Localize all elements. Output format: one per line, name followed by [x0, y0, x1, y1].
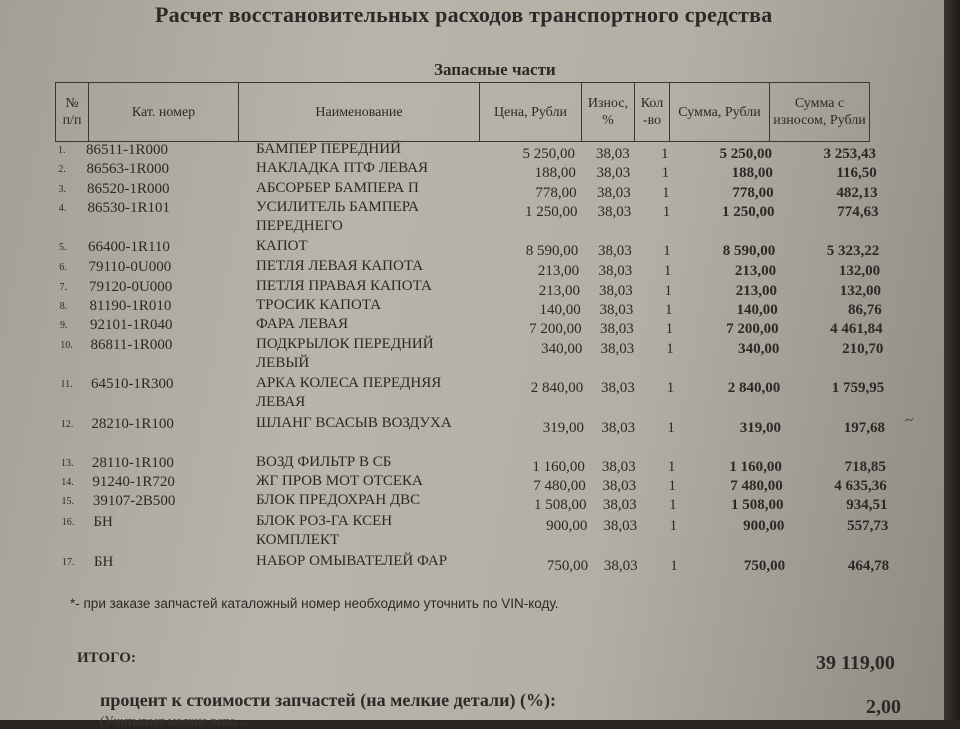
- percent-value: 2,00: [866, 696, 901, 718]
- row-sum: 188,00: [731, 165, 773, 182]
- row-catalog-number: 86563-1R000: [86, 161, 169, 178]
- row-name: КАПОТ: [256, 237, 308, 254]
- row-wear: 38,03: [600, 379, 635, 396]
- row-name: ПЕТЛЯ ЛЕВАЯ КАПОТА: [256, 257, 424, 274]
- section-title: Запасные части: [434, 60, 556, 79]
- row-price: 7 480,00: [533, 477, 586, 494]
- row-price: 1 508,00: [534, 497, 587, 514]
- row-sum: 213,00: [735, 282, 777, 299]
- row-wear: 38,03: [602, 497, 637, 514]
- row-catalog-number: 81190-1R010: [89, 298, 172, 315]
- row-name: НАБОР ОМЫВАТЕЛЕЙ ФАР: [256, 553, 448, 570]
- row-catalog-number: 86811-1R000: [90, 337, 173, 354]
- row-catalog-number: 79110-0U000: [88, 258, 172, 275]
- row-price: 340,00: [541, 341, 583, 358]
- row-qty: 1: [667, 419, 675, 436]
- row-wear: 38,03: [599, 321, 634, 338]
- row-name: ЖГ ПРОВ МОТ ОТСЕКА: [256, 472, 423, 489]
- row-price: 1 250,00: [524, 204, 578, 221]
- row-price: 5 250,00: [522, 146, 575, 162]
- row-catalog-number: БН: [93, 554, 114, 571]
- row-name: ПОДКРЫЛОК ПЕРЕДНИЙ ЛЕВЫЙ: [256, 336, 434, 372]
- row-number: 2.: [58, 164, 66, 176]
- row-price: 319,00: [542, 419, 585, 436]
- row-qty: 1: [663, 262, 672, 279]
- row-wear: 38,03: [598, 282, 633, 299]
- row-name: АРКА КОЛЕСА ПЕРЕДНЯЯ ЛЕВАЯ: [256, 374, 442, 410]
- percent-subnote: (Учитывает мелкие вспо...: [100, 713, 246, 728]
- row-price: 1 160,00: [532, 458, 585, 475]
- row-wear: 38,03: [602, 477, 637, 494]
- row-catalog-number: 79120-0U000: [88, 278, 173, 295]
- row-number: 6.: [59, 261, 67, 273]
- row-catalog-number: 92101-1R040: [89, 317, 173, 334]
- row-qty: 1: [669, 497, 677, 514]
- row-name: ВОЗД ФИЛЬТР В СБ: [256, 453, 392, 470]
- row-name: УСИЛИТЕЛЬ БАМПЕРА ПЕРЕДНЕГО: [256, 199, 419, 235]
- total-value: 39 119,00: [816, 652, 895, 674]
- row-number: 15.: [61, 496, 74, 508]
- row-catalog-number: 91240-1R720: [92, 473, 175, 490]
- row-sum-wear: 464,78: [847, 558, 890, 575]
- row-catalog-number: БН: [93, 514, 113, 531]
- row-sum: 2 840,00: [727, 379, 781, 396]
- row-qty: 1: [667, 458, 676, 475]
- row-sum: 750,00: [743, 558, 786, 575]
- row-price: 7 200,00: [529, 321, 582, 338]
- row-wear: 38,03: [596, 185, 631, 202]
- row-wear: 38,03: [600, 341, 635, 358]
- row-wear: 38,03: [601, 458, 636, 475]
- row-sum: 778,00: [732, 185, 774, 202]
- row-qty: 1: [666, 341, 674, 358]
- col-header-num: № п/п: [56, 83, 89, 142]
- col-header-wear: Износ, %: [582, 83, 635, 142]
- footnote: *- при заказе запчастей каталожный номер необходимо уточнить по VIN-коду.: [70, 596, 559, 611]
- row-number: 10.: [60, 340, 73, 352]
- row-wear: 38,03: [603, 558, 638, 575]
- row-catalog-number: 86511-1R000: [86, 142, 168, 158]
- row-sum-wear: 86,76: [848, 302, 882, 319]
- row-catalog-number: 28210-1R100: [91, 415, 174, 432]
- row-catalog-number: 86530-1R101: [87, 200, 170, 217]
- row-wear: 38,03: [599, 302, 634, 319]
- row-sum: 319,00: [739, 419, 782, 436]
- row-sum-wear: 718,85: [844, 458, 886, 475]
- row-price: 213,00: [538, 282, 580, 299]
- row-number: 13.: [60, 457, 74, 469]
- row-price: 2 840,00: [530, 379, 584, 396]
- row-qty: 1: [662, 204, 671, 221]
- row-price: 213,00: [537, 262, 580, 279]
- row-name: АБСОРБЕР БАМПЕРА П: [256, 180, 419, 197]
- row-sum: 140,00: [736, 302, 778, 319]
- row-sum-wear: 3 253,43: [823, 146, 876, 162]
- row-sum-wear: 1 759,95: [831, 379, 885, 396]
- row-catalog-number: 39107-2B500: [92, 493, 176, 510]
- row-qty: 1: [669, 518, 678, 535]
- row-catalog-number: 86520-1R000: [86, 181, 170, 198]
- row-sum: 340,00: [738, 341, 780, 358]
- percent-label: процент к стоимости запчастей (на мелкие детали) (%):: [100, 690, 556, 710]
- row-sum: 5 250,00: [719, 146, 772, 162]
- row-qty: 1: [670, 558, 678, 575]
- row-number: 11.: [60, 378, 73, 390]
- row-wear: 38,03: [597, 242, 632, 259]
- row-wear: 38,03: [596, 146, 630, 162]
- row-sum: 7 480,00: [730, 477, 783, 494]
- row-price: 750,00: [546, 558, 589, 575]
- row-catalog-number: 66400-1R110: [87, 238, 170, 255]
- row-qty: 1: [668, 477, 676, 494]
- row-sum: 1 250,00: [721, 204, 775, 221]
- row-name: ТРОСИК КАПОТА: [256, 297, 382, 314]
- row-sum: 7 200,00: [726, 321, 779, 338]
- row-qty: 1: [661, 165, 670, 182]
- row-sum-wear: 197,68: [843, 419, 886, 436]
- row-sum: 1 160,00: [729, 458, 782, 475]
- row-wear: 38,03: [596, 165, 631, 182]
- row-name: БЛОК ПРЕДОХРАН ДВС: [256, 492, 421, 509]
- row-sum-wear: 5 323,22: [826, 242, 880, 259]
- row-name: ШЛАНГ ВСАСЫВ ВОЗДУХА: [256, 414, 452, 431]
- row-price: 140,00: [539, 302, 581, 319]
- row-number: 5.: [58, 241, 67, 253]
- row-sum-wear: 132,00: [839, 282, 881, 299]
- row-number: 12.: [60, 418, 74, 430]
- row-qty: 1: [665, 321, 674, 338]
- col-header-qty: Кол -во: [635, 83, 670, 142]
- row-number: 9.: [59, 320, 68, 332]
- col-header-sum: Сумма, Рубли: [670, 83, 770, 142]
- row-catalog-number: 64510-1R300: [90, 375, 174, 392]
- row-sum-wear: 557,73: [847, 518, 889, 535]
- row-wear: 38,03: [603, 518, 638, 535]
- row-number: 8.: [59, 301, 68, 313]
- handwritten-mark-icon: ~: [903, 411, 915, 430]
- row-sum: 900,00: [743, 518, 785, 535]
- row-price: 900,00: [546, 518, 588, 535]
- document-title: Расчет восстановительных расходов транспортного средства: [155, 2, 773, 27]
- row-qty: 1: [662, 185, 670, 202]
- page-edge: [944, 0, 960, 720]
- col-header-name: Наименование: [239, 83, 480, 142]
- row-sum: 213,00: [734, 262, 777, 279]
- row-wear: 38,03: [598, 262, 633, 279]
- row-sum: 1 508,00: [731, 497, 784, 514]
- row-price: 188,00: [534, 165, 576, 182]
- row-sum-wear: 116,50: [836, 165, 877, 182]
- row-wear: 38,03: [601, 419, 636, 436]
- row-sum-wear: 210,70: [842, 341, 884, 358]
- col-header-price: Цена, Рубли: [480, 83, 582, 142]
- row-number: 3.: [58, 184, 66, 196]
- row-name: НАКЛАДКА ПТФ ЛЕВАЯ: [256, 160, 428, 177]
- row-number: 14.: [61, 476, 74, 488]
- row-qty: 1: [666, 379, 675, 396]
- row-price: 778,00: [535, 185, 577, 202]
- row-qty: 1: [665, 302, 673, 319]
- row-name: ПЕТЛЯ ПРАВАЯ КАПОТА: [256, 277, 432, 294]
- row-sum: 8 590,00: [722, 242, 776, 259]
- row-wear: 38,03: [597, 204, 632, 221]
- total-label: ИТОГО:: [77, 650, 136, 666]
- row-number: 1.: [58, 145, 66, 156]
- col-header-sum-wear: Сумма с износом, Рубли: [770, 83, 870, 142]
- row-price: 8 590,00: [525, 242, 579, 259]
- row-qty: 1: [661, 146, 669, 162]
- row-sum-wear: 4 461,84: [830, 321, 883, 338]
- row-catalog-number: 28110-1R100: [91, 454, 174, 471]
- row-qty: 1: [664, 282, 672, 299]
- row-name: БЛОК РОЗ-ГА КСЕН КОМПЛЕКТ: [256, 513, 393, 549]
- row-sum-wear: 4 635,36: [834, 477, 887, 494]
- row-sum-wear: 482,13: [836, 185, 878, 202]
- row-qty: 1: [663, 242, 671, 259]
- row-number: 7.: [59, 281, 67, 293]
- row-number: 17.: [61, 557, 75, 569]
- row-sum-wear: 934,51: [846, 497, 888, 514]
- row-name: ФАРА ЛЕВАЯ: [256, 316, 348, 333]
- row-name: БАМПЕР ПЕРЕДНИЙ: [256, 141, 401, 157]
- row-sum-wear: 132,00: [838, 262, 881, 279]
- col-header-cat: Кат. номер: [89, 83, 239, 142]
- row-number: 16.: [61, 517, 75, 529]
- row-number: 4.: [58, 203, 67, 215]
- row-sum-wear: 774,63: [837, 204, 879, 221]
